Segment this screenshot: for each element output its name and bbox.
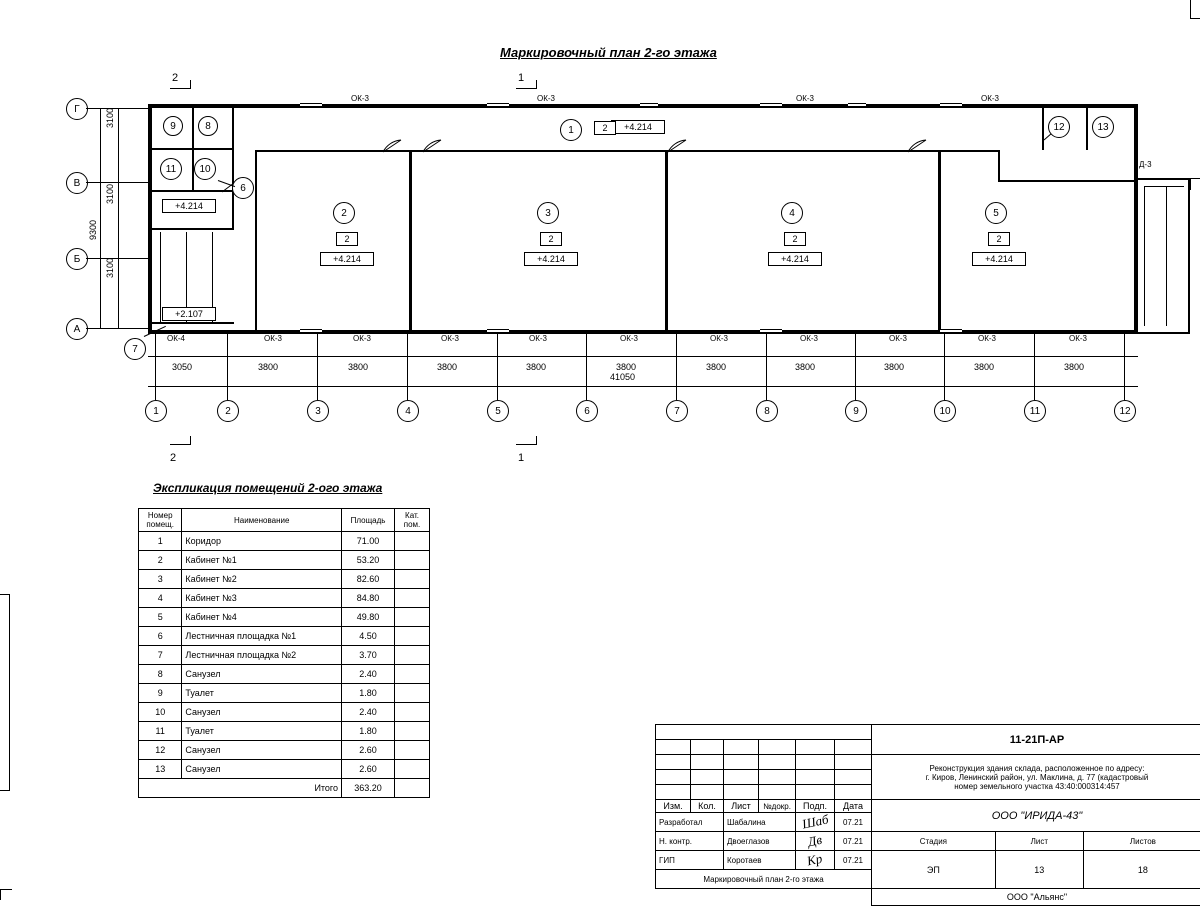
level-box-room4: +4.214 [768,252,822,266]
stamp-role-2: Н. контр. [656,832,724,851]
stamp-name-2: Двоеглазов [724,832,796,851]
axis-ext-3 [317,334,318,400]
table-row [139,532,430,551]
axis-letter-g: Г [66,98,88,120]
stamp-date-1: 07.21 [835,813,872,832]
cell-num: 11 [139,722,182,741]
window-label-b6: ОК-3 [709,334,729,343]
window-label-t1: ОК-3 [350,94,370,103]
stamp-sign-2 [796,832,835,851]
room-marker-2: 2 [333,202,355,224]
cell-cat [395,741,430,760]
stamp-blank-c2 [691,755,724,770]
stamp-object-line-3: номер земельного участка 43:40:000314:457 [875,782,1199,791]
section-axis-2-bottom [190,436,191,445]
section-arrow-1-top [516,88,536,89]
cell-num: 5 [139,608,182,627]
stamp-blank-b5 [796,740,835,755]
stamp-code: 11-21П-АР [872,725,1200,755]
stamp-date-3: 07.21 [835,851,872,870]
section-arrow-2-top [170,88,190,89]
stamp-blank-b1 [656,740,691,755]
vert-dim-1: 3100 [105,108,115,128]
axis-num-1: 1 [145,400,167,422]
axis-letter-a: А [66,318,88,340]
horiz-dim-total: 41050 [610,372,635,382]
stamp-blank-b2 [691,740,724,755]
stamp-blank-d5 [796,770,835,785]
cell-area: 4.50 [342,627,395,646]
cell-cat [395,589,430,608]
stamp-sheet-name: Маркировочный план 2-го этажа [656,870,872,889]
stamp-blank-d2 [691,770,724,785]
horiz-dim-4: 3800 [437,362,457,372]
room-area-box-3: 2 [540,232,562,246]
axis-ext-10 [944,334,945,400]
stamp-sheet-header: Лист [995,832,1083,851]
frame-top-right [1190,0,1191,18]
level-box-landing1: +4.214 [162,199,216,213]
cell-num: 9 [139,684,182,703]
stamp-blank-c3 [724,755,759,770]
room-marker-10: 10 [194,158,216,180]
window-label-b2: ОК-3 [352,334,372,343]
stamp-blank-c1 [656,755,691,770]
table-row [139,665,430,684]
stamp-code-row [656,725,1200,740]
window-label-b9: ОК-3 [977,334,997,343]
stamp-blank-row-2 [656,755,1200,770]
cell-name: Кабинет №1 [182,551,342,570]
axis-ext-8 [766,334,767,400]
axis-ext-5 [497,334,498,400]
room-marker-9: 9 [163,116,183,136]
level-box-room3: +4.214 [524,252,578,266]
section-arrow-2-bottom [170,444,190,445]
frame-left-v [9,594,10,790]
axis-ext-4 [407,334,408,400]
table-row [139,627,430,646]
axis-num-4: 4 [397,400,419,422]
level-box-corridor: +4.214 [611,120,665,134]
axis-num-3: 3 [307,400,329,422]
horiz-dim-2: 3800 [258,362,278,372]
axis-ext-11 [1034,334,1035,400]
cell-cat [395,703,430,722]
axis-ext-7 [676,334,677,400]
cell-name: Кабинет №3 [182,589,342,608]
cell-cat [395,627,430,646]
room-marker-6: 6 [232,177,254,199]
room-area-box-1: 2 [594,121,616,135]
dim-chain-vert-outer [100,108,101,328]
stamp-object [872,755,1200,800]
signature-glyph-2: Дв [807,832,824,851]
cell-area: 2.60 [342,760,395,779]
section-mark-1-bottom: 1 [518,452,524,464]
stamp-col-list: Лист [724,800,759,813]
cell-name: Кабинет №4 [182,608,342,627]
horiz-dim-10: 3800 [974,362,994,372]
room-area-box-2: 2 [336,232,358,246]
stamp-blank-c5 [796,755,835,770]
stamp-col-izm: Изм. [656,800,691,813]
window-label-b7: ОК-3 [799,334,819,343]
axis-ext-1 [155,334,156,400]
dim-chain-bottom [148,356,1138,357]
cell-area: 2.40 [342,665,395,684]
col-header-cat: Кат. пом. [395,509,430,532]
table-row [139,589,430,608]
cell-area: 2.40 [342,703,395,722]
cell-area: 2.60 [342,741,395,760]
cell-name: Санузел [182,665,342,684]
table-row [139,646,430,665]
cell-area: 53.20 [342,551,395,570]
stamp-blank-b3 [724,740,759,755]
stamp-role-3: ГИП [656,851,724,870]
dim-chain-bottom-total [148,386,1138,387]
window-label-b3: ОК-3 [440,334,460,343]
cell-cat [395,551,430,570]
axis-num-12: 12 [1114,400,1136,422]
cell-num: 7 [139,646,182,665]
signature-glyph-3: Кр [806,851,824,870]
cell-name: Лестничная площадка №1 [182,627,342,646]
stamp-name-3: Коротаев [724,851,796,870]
cell-name: Санузел [182,703,342,722]
section-mark-1-top: 1 [518,72,524,84]
stamp-name-1: Шабалина [724,813,796,832]
section-axis-1-bottom [536,436,537,445]
section-mark-2-top: 2 [172,72,178,84]
frame-bottom-left-h [0,889,12,890]
room-marker-12: 12 [1048,116,1070,138]
axis-lead-v [86,182,148,183]
total-area: 363.20 [342,779,395,798]
cell-num: 10 [139,703,182,722]
table-row [139,551,430,570]
stamp-sheet-value: 13 [995,851,1083,889]
cell-name: Санузел [182,760,342,779]
vert-dim-3: 3100 [105,258,115,278]
window-label-t4: ОК-3 [980,94,1000,103]
window-label-b1: ОК-3 [263,334,283,343]
axis-num-5: 5 [487,400,509,422]
stamp-role-row-3 [656,851,1200,870]
stamp-blank-d3 [724,770,759,785]
section-axis-2-top [190,80,191,89]
level-box-room2: +4.214 [320,252,374,266]
stamp-col-podp: Подп. [796,800,835,813]
stamp-role-row-2 [656,832,1200,851]
col-header-num: Номер помещ. [139,509,182,532]
door-label-ok4: ОК-4 [166,334,186,343]
horiz-dim-8: 3800 [795,362,815,372]
stamp-blank-b6 [835,740,872,755]
signature-glyph-1: Шаб [800,811,829,832]
room-area-box-4: 2 [784,232,806,246]
cell-area: 1.80 [342,722,395,741]
axis-num-7: 7 [666,400,688,422]
table-row [139,722,430,741]
cell-num: 1 [139,532,182,551]
window-label-b10: ОК-3 [1068,334,1088,343]
cell-name: Туалет [182,722,342,741]
table-row [139,570,430,589]
stamp-object-line-1: Реконструкция здания склада, расположенное по адресу: [875,764,1199,773]
room-marker-13: 13 [1092,116,1114,138]
table-row [139,703,430,722]
cell-name: Лестничная площадка №2 [182,646,342,665]
cell-area: 82.60 [342,570,395,589]
axis-num-6: 6 [576,400,598,422]
room-marker-4: 4 [781,202,803,224]
axis-num-9: 9 [845,400,867,422]
axis-lead-b [86,258,148,259]
cell-num: 6 [139,627,182,646]
stamp-blank-c6 [835,755,872,770]
stamp-blank-d1 [656,770,691,785]
window-label-b5: ОК-3 [619,334,639,343]
horiz-dim-6: 3800 [616,362,636,372]
window-label-t3: ОК-3 [795,94,815,103]
stamp-column-header-row [656,800,1200,813]
window-label-t2: ОК-3 [536,94,556,103]
stamp-col-ndok: №докр. [759,800,796,813]
cell-cat [395,760,430,779]
horiz-dim-9: 3800 [884,362,904,372]
horiz-dim-3: 3800 [348,362,368,372]
frame-bottom-left [0,889,1,900]
table-header-row [139,509,430,532]
cell-cat [395,532,430,551]
col-header-area: Площадь [342,509,395,532]
cell-cat [395,608,430,627]
cell-cat [395,646,430,665]
room-area-box-5: 2 [988,232,1010,246]
stamp-sheets-value: 18 [1083,851,1200,889]
frame-left-mid2 [0,790,10,791]
section-axis-1-top [536,80,537,89]
axis-num-8: 8 [756,400,778,422]
stamp-role-1: Разработал [656,813,724,832]
cell-cat [395,665,430,684]
level-box-room5: +4.214 [972,252,1026,266]
room-marker-8: 8 [198,116,218,136]
cell-cat [395,570,430,589]
door-swings [148,104,1198,344]
stamp-blank-f [656,889,872,906]
cell-num: 12 [139,741,182,760]
axis-ext-12 [1124,334,1125,400]
total-label: Итого [139,779,342,798]
section-arrow-1-bottom [516,444,536,445]
stamp-blank-e6 [835,785,872,800]
stamp-blank-d4 [759,770,796,785]
stamp-sign-3 [796,851,835,870]
stamp-blank-e4 [759,785,796,800]
axis-num-10: 10 [934,400,956,422]
stamp-blank-e3 [724,785,759,800]
room-marker-7: 7 [124,338,146,360]
horiz-dim-5: 3800 [526,362,546,372]
cell-name: Санузел [182,741,342,760]
axis-ext-6 [586,334,587,400]
table-row [139,760,430,779]
stamp-date-2: 07.21 [835,832,872,851]
stamp-col-data: Дата [835,800,872,813]
axis-num-2: 2 [217,400,239,422]
cell-area: 3.70 [342,646,395,665]
stamp-blank-e2 [691,785,724,800]
cell-area: 49.80 [342,608,395,627]
room-marker-1: 1 [560,119,582,141]
cell-num: 3 [139,570,182,589]
exploration-table [138,508,430,798]
table-row [139,608,430,627]
col-header-name: Наименование [182,509,342,532]
table-total-row [139,779,430,798]
cell-area: 1.80 [342,684,395,703]
stamp-sheets-header: Листов [1083,832,1200,851]
stamp-client-row [656,889,1200,906]
horiz-dim-11: 3800 [1064,362,1084,372]
stamp-stage-value: ЭП [872,851,996,889]
stamp-client: ООО "Альянс" [872,889,1200,906]
door-label-d3: Д-3 [1138,160,1153,169]
room-marker-5: 5 [985,202,1007,224]
stamp-object-line-2: г. Киров, Ленинский район, ул. Маклина, д. 77 (кадастровый [875,773,1199,782]
room-marker-3: 3 [537,202,559,224]
cell-name: Кабинет №2 [182,570,342,589]
axis-ext-2 [227,334,228,400]
cell-num: 4 [139,589,182,608]
title-block [655,724,1200,906]
dim-chain-vert-inner [118,108,119,328]
stamp-blank-a [656,725,872,740]
stamp-blank-d6 [835,770,872,785]
cell-name: Туалет [182,684,342,703]
axis-letter-b: Б [66,248,88,270]
stamp-blank-e5 [796,785,835,800]
stamp-company: ООО "ИРИДА-43" [872,800,1200,832]
stamp-col-kol: Кол. [691,800,724,813]
section-mark-2-bottom: 2 [170,452,176,464]
frame-top-right-h [1190,18,1200,19]
total-cat [395,779,430,798]
level-box-landing2: +2.107 [162,307,216,321]
axis-lead-a [86,328,148,329]
cell-area: 84.80 [342,589,395,608]
stamp-blank-c4 [759,755,796,770]
vert-dim-2: 3100 [105,184,115,204]
axis-ext-9 [855,334,856,400]
stamp-blank-e1 [656,785,691,800]
table-row [139,684,430,703]
vert-dim-total: 9300 [88,220,98,240]
table-row [139,741,430,760]
page-title: Маркировочный план 2-го этажа [500,45,717,60]
exploration-title: Экспликация помещений 2-ого этажа [153,481,382,495]
cell-name: Коридор [182,532,342,551]
axis-lead-g [86,108,148,109]
horiz-dim-1: 3050 [172,362,192,372]
stamp-blank-b4 [759,740,796,755]
window-label-b4: ОК-3 [528,334,548,343]
cell-cat [395,684,430,703]
stamp-sign-1 [796,813,835,832]
cell-cat [395,722,430,741]
cell-area: 71.00 [342,532,395,551]
horiz-dim-7: 3800 [706,362,726,372]
axis-letter-v: В [66,172,88,194]
cell-num: 2 [139,551,182,570]
stamp-stage-header: Стадия [872,832,996,851]
room-marker-11: 11 [160,158,182,180]
cell-num: 8 [139,665,182,684]
window-label-b8: ОК-3 [888,334,908,343]
axis-num-11: 11 [1024,400,1046,422]
cell-num: 13 [139,760,182,779]
